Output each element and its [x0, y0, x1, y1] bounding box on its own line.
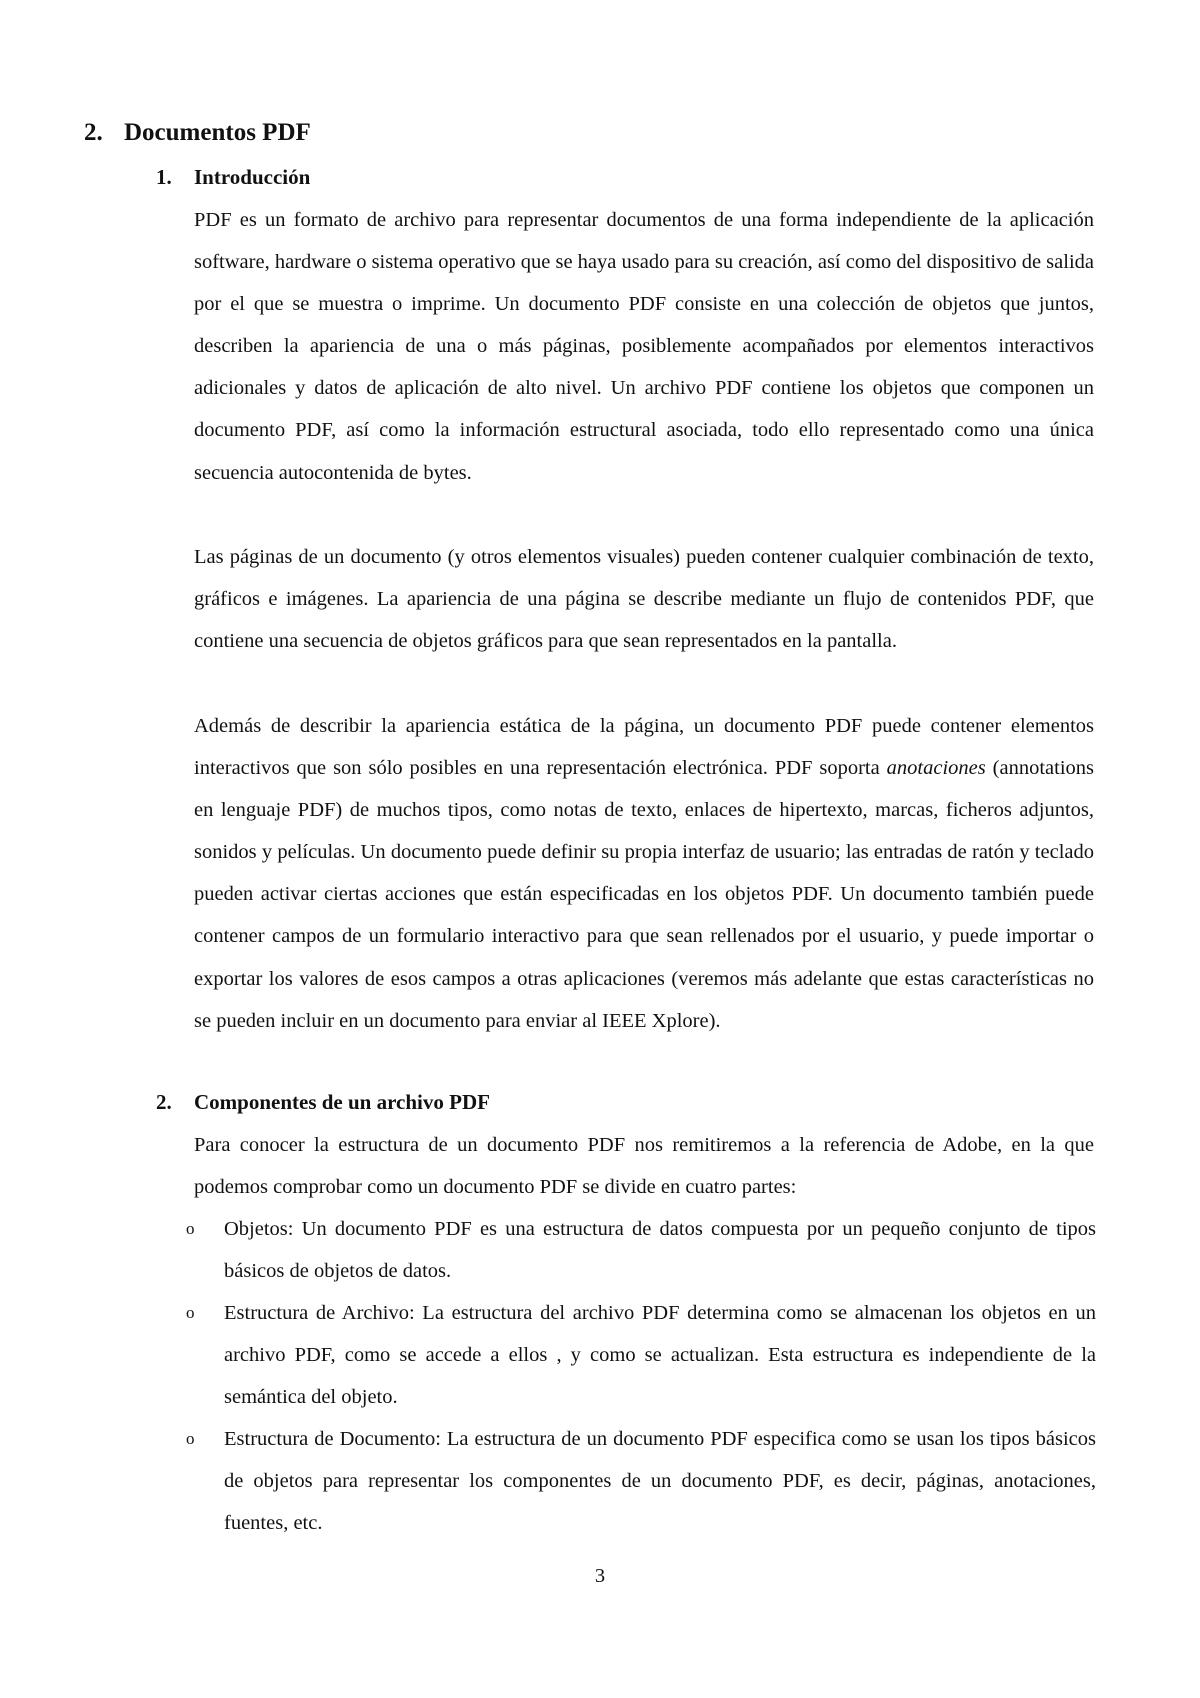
- paragraph-intro-3: [194, 705, 1094, 1042]
- subsection-heading-componentes: [156, 1088, 490, 1116]
- subsection-number: 2.: [156, 1090, 172, 1114]
- italic-term: anotaciones: [886, 757, 986, 780]
- paragraph-intro-1: PDF es un formato de archivo para representar documentos de una forma independiente de la aplicación software, hardware o sistema operativo que se haya usado para su creación, así como del dispositivo de salida por el que se muestra o imprime. Un documento PDF consiste en una colección de objetos que juntos, describen la apariencia de una o más páginas, posiblemente acompañados por elementos interactivos adicionales y datos de aplicación de alto nivel. Un archivo PDF contiene los objetos que componen un documento PDF, así como la información estructural asociada, todo ello representado como una única secuencia autocontenida de bytes.: [194, 209, 1094, 484]
- list-item-text: Objetos: Un documento PDF es una estructura de datos compuesta por un pequeño conjunto de tipos básicos de objetos de datos.: [224, 1218, 1096, 1282]
- bullet-marker: o: [186, 1219, 195, 1238]
- paragraph-intro-2: Las páginas de un documento (y otros elementos visuales) pueden contener cualquier combinación de texto, gráficos e imágenes. La apariencia de una página se describe mediante un flujo de contenidos PDF, que contiene una secuencia de objetos gráficos para que sean representados en la pantalla.: [194, 546, 1094, 653]
- paragraph-text: Además de describir la apariencia estática de la página, un documento PDF puede contener elementos interactivos que son sólo posibles en una representación electrónica. PDF soporta: [194, 715, 1094, 780]
- bullet-marker: o: [186, 1303, 195, 1322]
- bullet-list: [186, 1208, 1096, 1544]
- paragraph-text: (annotations en lenguaje PDF) de muchos tipos, como notas de texto, enlaces de hipertexto, marcas, ficheros adjuntos, sonidos y películas. Un documento puede definir su propia interfaz de usuario; las entradas de ratón y teclado pueden activar ciertas acciones que están especificadas en los objetos PDF. Un documento también puede contener campos de un formulario interactivo para que sean rellenados por el usuario, y puede importar o exportar los valores de esos campos a otras aplicaciones (veremos más adelante que estas características no se pueden incluir en un documento para enviar al IEEE Xplore).: [194, 757, 1094, 1032]
- bullet-marker: o: [186, 1429, 195, 1448]
- paragraph-componentes-intro: Para conocer la estructura de un documento PDF nos remitiremos a la referencia de Adobe, en la que podemos comprobar como un documento PDF se divide en cuatro partes:: [194, 1134, 1094, 1199]
- list-item-text: Estructura de Archivo: La estructura del archivo PDF determina como se almacenan los objetos en un archivo PDF, como se accede a ellos , y como se actualizan. Esta estructura es independiente de la semántica del objeto.: [224, 1302, 1096, 1408]
- section-heading: [84, 117, 311, 149]
- section-number: 2.: [84, 119, 103, 146]
- page-number: 3: [594, 1565, 606, 1587]
- list-item-text: Estructura de Documento: La estructura de un documento PDF especifica como se usan los tipos básicos de objetos para representar los componentes de un documento PDF, es decir, páginas, anotaciones, fuentes, etc.: [224, 1428, 1096, 1534]
- subsection-number: 1.: [156, 165, 172, 189]
- list-item: [186, 1418, 1096, 1544]
- subsection-heading-introduccion: [156, 163, 310, 191]
- list-item: [186, 1292, 1096, 1418]
- list-item: [186, 1208, 1096, 1292]
- subsection-title: Componentes de un archivo PDF: [194, 1090, 490, 1114]
- subsection-title: Introducción: [194, 165, 311, 189]
- section-title: Documentos PDF: [124, 119, 311, 146]
